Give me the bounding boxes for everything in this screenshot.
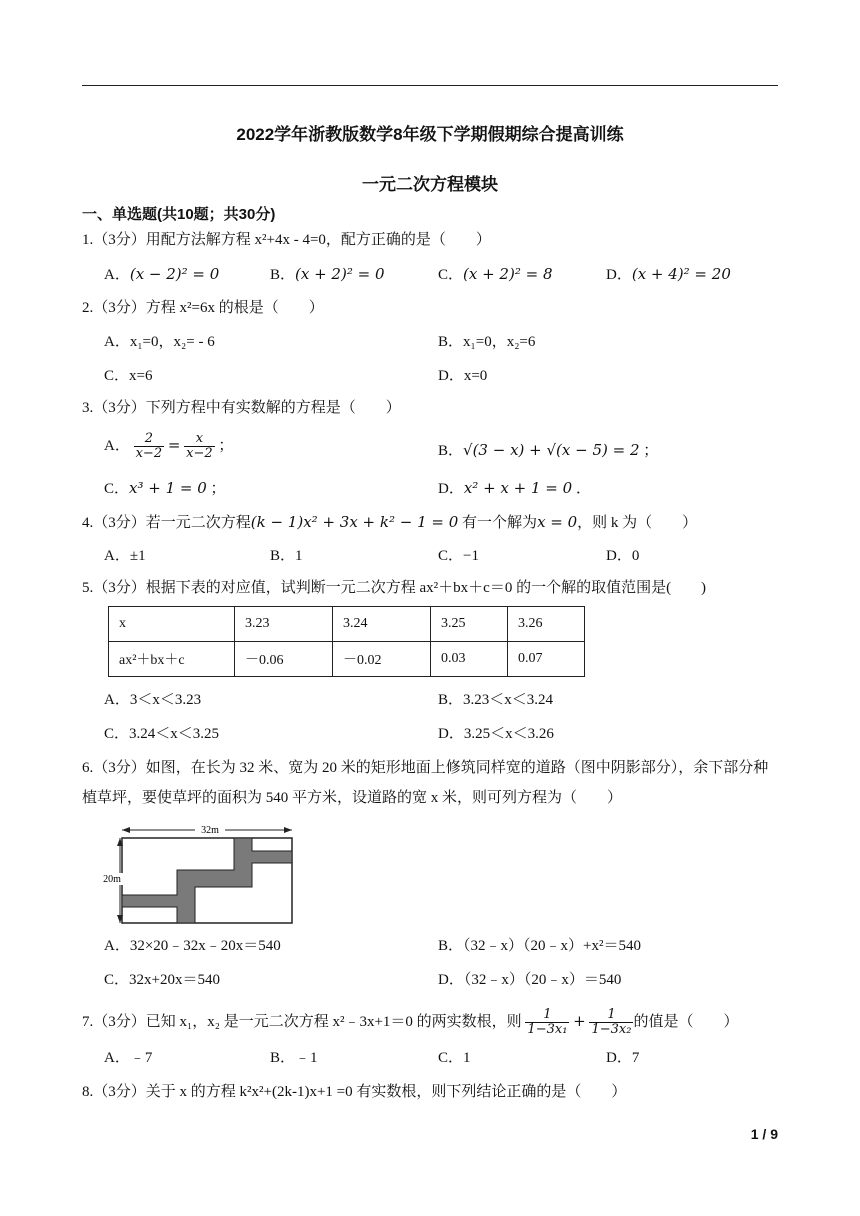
width-label: 32m xyxy=(201,825,219,836)
q1-option-c[interactable]: C．(x + 2)² = 8 xyxy=(438,265,553,283)
q1-option-b[interactable]: B．(x + 2)² = 0 xyxy=(270,265,385,283)
table-cell: 3.25 xyxy=(431,607,508,642)
table-cell: 3.23 xyxy=(235,607,333,642)
q7-option-a[interactable]: A．﹣7 xyxy=(104,1050,153,1066)
q4-option-d[interactable]: D．0 xyxy=(606,548,640,564)
q2-option-a[interactable]: A．x₁=0，x₂= - 6 xyxy=(104,334,215,350)
question-1-stem: 1.（3分）用配方法解方程 x²+4x - 4=0，配方正确的是（ ） xyxy=(82,232,491,248)
table-cell: 3.26 xyxy=(508,607,585,642)
question-7-stem: 7.（3分）已知 x₁，x₂ 是一元二次方程 x²﹣3x+1＝0 的两实数根，则 $\frac{1}{\text{1−3x₁}}$ + $\frac{1}{\text{1−3x₂}}$ 的值是（ ） xyxy=(82,1007,739,1037)
section-heading: 一、单选题(共10题；共30分) xyxy=(82,206,276,223)
q7-fraction-2: $\frac{1}{\text{1−3x₂}}$ xyxy=(591,1007,632,1037)
table-row xyxy=(109,642,585,677)
q3-option-d[interactable]: D．x² + x + 1 = 0 ． xyxy=(438,479,591,497)
page-number: 1 / 9 xyxy=(750,1126,778,1142)
q4-option-c[interactable]: C．−1 xyxy=(438,548,479,564)
table-cell: －0.06 xyxy=(235,642,333,677)
table-cell: 3.24 xyxy=(333,607,431,642)
q5-option-b[interactable]: B．3.23＜x＜3.24 xyxy=(438,692,554,708)
q6-option-a[interactable]: A．32×20﹣32x﹣20x＝540 xyxy=(104,938,281,954)
q7-fraction-1: $\frac{1}{\text{1−3x₁}}$ xyxy=(527,1007,568,1037)
question-8-stem: 8.（3分）关于 x 的方程 k²x²+(2k-1)x+1 =0 有实数根，则下列结论正确的是（ ） xyxy=(82,1084,627,1100)
arrow-right-icon xyxy=(284,827,292,833)
q1-option-a[interactable]: A．(x − 2)² = 0 xyxy=(104,265,220,283)
q4-option-b[interactable]: B．1 xyxy=(270,548,303,564)
q6-option-d[interactable]: D．（32﹣x）（20﹣x）＝540 xyxy=(438,972,622,988)
question-6-stem: 6.（3分）如图，在长为 32 米、宽为 20 米的矩形地面上修筑同样宽的道路（图中阴影部分），余下部分种植草坪，要使草坪的面积为 540 平方米，设道路的宽 x 米，则可列方程为（ ） xyxy=(82,760,769,806)
q6-option-b[interactable]: B．（32﹣x）（20﹣x）+x²＝540 xyxy=(438,938,641,954)
question-5-stem: 5.（3分）根据下表的对应值，试判断一元二次方程 ax²＋bx＋c＝0 的一个解的取值范围是( ) xyxy=(82,580,707,596)
question-3-stem: 3.（3分）下列方程中有实数解的方程是（ ） xyxy=(82,400,401,416)
q2-option-d[interactable]: D．x=0 xyxy=(438,368,488,384)
q6-option-c[interactable]: C．32x+20x＝540 xyxy=(104,972,220,988)
table-cell: 0.07 xyxy=(508,642,585,677)
q5-value-table xyxy=(108,606,585,677)
q3-option-c[interactable]: C．x³ + 1 = 0 ； xyxy=(104,479,226,497)
table-cell: －0.02 xyxy=(333,642,431,677)
table-cell: 0.03 xyxy=(431,642,508,677)
q3-option-b[interactable]: B．√(3 − x) + √(x − 5) = 2 ； xyxy=(438,441,659,459)
q1-option-d[interactable]: D．(x + 4)² = 20 xyxy=(606,265,731,283)
q5-option-d[interactable]: D．3.25＜x＜3.26 xyxy=(438,726,554,742)
height-label: 20m xyxy=(103,874,121,885)
table-cell: ax²＋bx＋c xyxy=(109,642,235,677)
q3-option-a[interactable]: A． $\frac{2}{x-2}$ = $\frac{x}{x-2}$ ； xyxy=(104,431,234,461)
q5-option-c[interactable]: C．3.24＜x＜3.25 xyxy=(104,726,220,742)
q4-option-a[interactable]: A．±1 xyxy=(104,548,146,564)
question-4-stem: 4.（3分）若一元二次方程(k − 1)x² + 3x + k² − 1 = 0 有一个解为x = 0，则 k 为（ ） xyxy=(82,513,698,531)
q3-fraction-2: $\frac{x}{x-2}$ xyxy=(186,431,213,461)
arrow-left-icon xyxy=(122,827,130,833)
header-rule xyxy=(82,85,778,86)
table-row xyxy=(109,607,585,642)
q7-option-c[interactable]: C．1 xyxy=(438,1050,471,1066)
q3-fraction-1: $\frac{2}{x-2}$ xyxy=(135,431,163,461)
q5-option-a[interactable]: A．3＜x＜3.23 xyxy=(104,692,202,708)
q2-option-b[interactable]: B．x₁=0，x₂=6 xyxy=(438,334,536,350)
q7-option-b[interactable]: B．﹣1 xyxy=(270,1050,318,1066)
table-cell: x xyxy=(109,607,235,642)
question-2-stem: 2.（3分）方程 x²=6x 的根是（ ） xyxy=(82,300,324,316)
document-title: 2022学年浙教版数学8年级下学期假期综合提高训练 xyxy=(236,125,624,144)
q2-option-c[interactable]: C．x=6 xyxy=(104,368,153,384)
q6-road-figure xyxy=(100,818,300,928)
q7-option-d[interactable]: D．7 xyxy=(606,1050,640,1066)
document-subtitle: 一元二次方程模块 xyxy=(362,175,498,194)
